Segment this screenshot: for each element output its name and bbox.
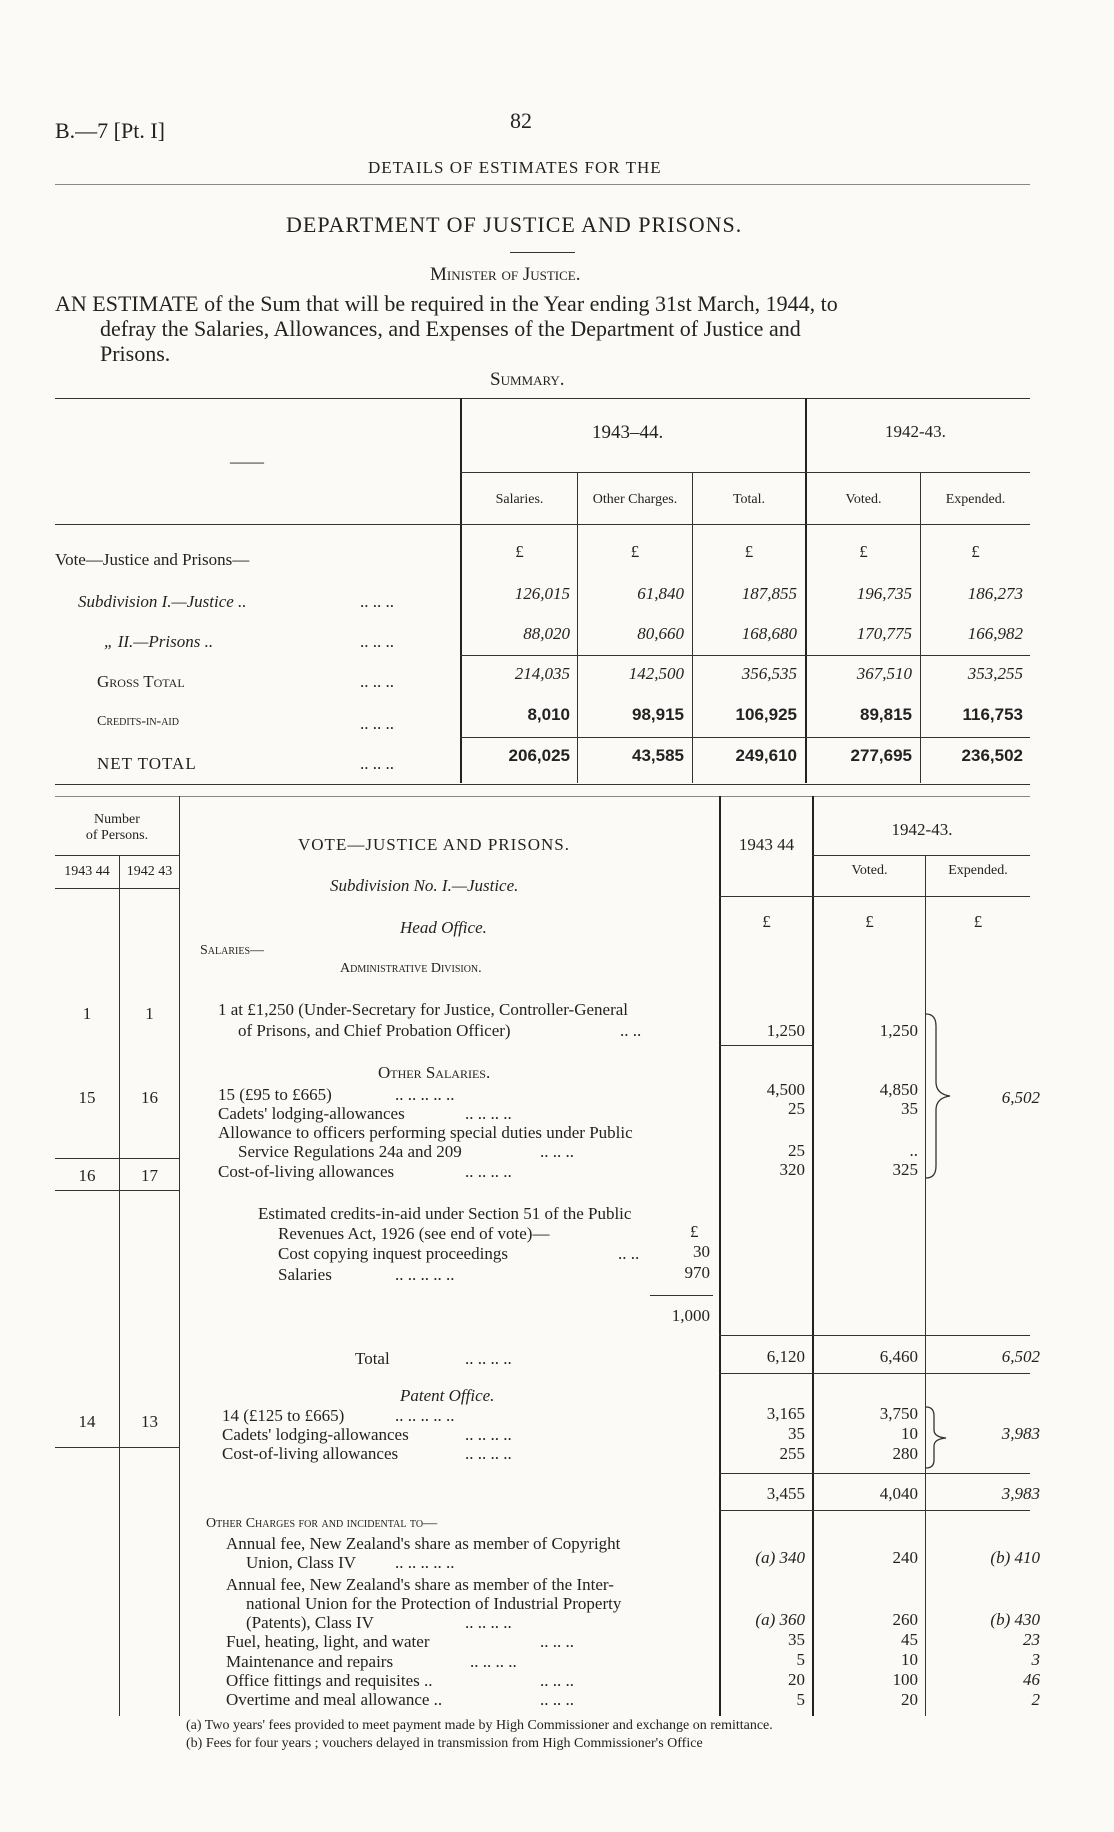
patent-expended: 3,983 <box>1001 1424 1040 1443</box>
patent-union-line-2: national Union for the Protection of Industrial Property <box>246 1594 622 1613</box>
persons-count: 16 <box>141 1088 158 1107</box>
credits-row-value: 30 <box>693 1242 710 1261</box>
leader: .. .. .. .. <box>465 1104 512 1123</box>
copyright-estimate: (a) 340 <box>755 1548 805 1567</box>
col-1942-rule <box>812 855 1030 856</box>
estimate-cell: 35 <box>788 1424 805 1443</box>
subtitle: DETAILS OF ESTIMATES FOR THE <box>368 158 662 177</box>
summary-row-net-label: NET TOTAL <box>97 754 197 773</box>
leader: .. .. .. .. <box>470 1652 517 1671</box>
persons-total: 17 <box>141 1166 158 1185</box>
summary-cell: 187,855 <box>741 584 797 603</box>
estimate-cell: 25 <box>788 1099 805 1118</box>
patent-union-estimate: (a) 360 <box>755 1610 805 1629</box>
leader: .. .. .. <box>540 1142 574 1161</box>
net-rule <box>460 737 1030 738</box>
pound-sign: £ <box>630 542 640 561</box>
summary-row-gross-label: Gross Total <box>97 672 185 691</box>
estimate-cell: 35 <box>788 1630 805 1649</box>
detail-top-rule <box>55 796 1030 797</box>
persons-year-sep <box>119 855 120 1716</box>
col-voted: Voted. <box>845 492 882 507</box>
credits-row-value: 970 <box>684 1263 710 1282</box>
summary-top-rule <box>55 398 1030 399</box>
summary-cell: 249,610 <box>735 746 797 765</box>
cell-rule <box>719 1045 812 1046</box>
voted-cell: 20 <box>901 1690 918 1709</box>
pound-sign: £ <box>973 912 983 931</box>
voted-cell: 3,750 <box>879 1404 918 1423</box>
estimate-cell: 5 <box>796 1650 805 1669</box>
page-title: DEPARTMENT OF JUSTICE AND PRISONS. <box>286 212 743 237</box>
persons-total: 16 <box>78 1166 96 1185</box>
leader: .. .. .. .. <box>465 1613 512 1632</box>
estimate-cell: 4,500 <box>766 1080 805 1099</box>
persons-total-rule <box>55 1190 179 1191</box>
other-salaries-row: Cadets' lodging-allowances <box>218 1104 405 1123</box>
summary-cell: 142,500 <box>628 664 684 683</box>
head-office-heading: Head Office. <box>400 918 487 937</box>
voted-cell: 10 <box>901 1650 918 1669</box>
patent-office-heading: Patent Office. <box>400 1386 495 1405</box>
summary-cell: 166,982 <box>967 624 1023 643</box>
summary-year-previous: 1942-43. <box>885 422 946 441</box>
title-rule <box>510 252 575 253</box>
leader: .. .. .. .. <box>465 1444 512 1463</box>
estimate-cell: 3,165 <box>766 1404 805 1423</box>
persons-head-rule <box>55 855 179 856</box>
expended-cell: 3 <box>1031 1650 1040 1669</box>
footnote-b: (b) Fees for four years ; vouchers delayed in transmission from High Commissioner's Office <box>186 1736 703 1751</box>
credits-pound: £ <box>690 1222 699 1241</box>
persons-count: 13 <box>141 1412 158 1431</box>
summary-cell: 277,695 <box>850 746 912 765</box>
summary-year-rule <box>460 472 1030 473</box>
summary-cell: 80,660 <box>637 624 684 643</box>
summary-cell: 236,502 <box>961 746 1023 765</box>
vote-title: VOTE—JUSTICE AND PRISONS. <box>298 835 570 854</box>
estimate-cell: 20 <box>788 1670 805 1689</box>
leader: .. .. .. .. .. <box>395 1553 455 1572</box>
under-secretary-line-1: 1 at £1,250 (Under-Secretary for Justice, Controller-General <box>218 1000 629 1019</box>
credits-total-rule <box>650 1295 713 1296</box>
leader: .. .. .. <box>540 1632 574 1651</box>
other-salaries-heading: Other Salaries. <box>378 1063 491 1082</box>
header-rule <box>55 184 1030 185</box>
leader: .. .. .. <box>360 714 394 733</box>
summary-cell: 186,273 <box>967 584 1023 603</box>
summary-cell: 170,775 <box>856 624 912 643</box>
leader: .. .. .. .. <box>465 1349 512 1368</box>
summary-year-current: 1943–44. <box>592 422 664 443</box>
pound-sign: £ <box>971 542 980 561</box>
detail-voted-sep <box>925 855 926 1716</box>
voted-cell: 10 <box>901 1424 918 1443</box>
col-1943: 1943 44 <box>738 835 795 854</box>
summary-cell: 116,753 <box>962 705 1023 724</box>
persons-year: 1943 44 <box>64 864 110 879</box>
summary-row-prisons-label: „ II.—Prisons .. <box>104 632 214 651</box>
voted-cell: 1,250 <box>879 1021 918 1040</box>
copyright-voted: 240 <box>892 1548 918 1567</box>
leader: .. .. .. .. .. <box>395 1406 455 1425</box>
summary-cell: 88,020 <box>523 624 570 643</box>
other-charge-row: Office fittings and requisites .. <box>226 1671 433 1690</box>
total-top-rule <box>719 1335 1030 1336</box>
intro-line-2: defray the Salaries, Allowances, and Expenses of the Department of Justice and <box>100 316 801 341</box>
total-voted: 6,460 <box>879 1347 918 1366</box>
summary-header-rule <box>55 524 1030 525</box>
voted-cell: 100 <box>892 1670 918 1689</box>
col-total: Total. <box>732 492 766 507</box>
intro-line-3: Prisons. <box>100 341 171 366</box>
copyright-line-2: Union, Class IV <box>246 1553 357 1572</box>
voted-cell: 325 <box>892 1160 918 1179</box>
leader: .. .. .. <box>360 754 394 773</box>
summary-cell: 367,510 <box>856 664 912 683</box>
summary-cell: 214,035 <box>514 664 570 683</box>
persons-patent-rule <box>55 1447 179 1448</box>
summary-cell: 356,535 <box>741 664 797 683</box>
leader: .. .. .. .. <box>465 1425 512 1444</box>
leader: .. .. .. <box>360 672 394 691</box>
other-salaries-row: Cost-of-living allowances <box>218 1162 395 1181</box>
col-expended: Expended. <box>948 863 1008 878</box>
copyright-line-1: Annual fee, New Zealand's share as member of Copyright <box>226 1534 621 1553</box>
persons-count: 14 <box>78 1412 96 1431</box>
detail-header-rule <box>719 896 1030 897</box>
summary-cell: 98,915 <box>632 705 684 724</box>
persons-divider <box>179 796 180 1716</box>
subdivision-title: Subdivision No. I.—Justice. <box>330 876 519 895</box>
admin-division-heading: Administrative Division. <box>340 961 482 976</box>
summary-cell: 61,840 <box>637 584 684 603</box>
salaries-heading: Salaries— <box>200 943 265 958</box>
persons-count: 1 <box>82 1004 92 1023</box>
other-salaries-row: Allowance to officers performing special duties under Public <box>218 1123 633 1142</box>
credits-total: 1,000 <box>671 1306 710 1325</box>
document-ref: B.—7 [Pt. I] <box>55 118 165 143</box>
pound-sign: £ <box>859 542 868 561</box>
summary-vote-label: Vote—Justice and Prisons— <box>55 550 250 569</box>
total-bottom-rule <box>719 1373 1030 1374</box>
footnote-a: (a) Two years' fees provided to meet payment made by High Commissioner and exchange on remittance. <box>186 1718 773 1733</box>
col-salaries: Salaries. <box>495 492 544 507</box>
persons-total-rule <box>55 1158 179 1159</box>
leader: .. .. .. <box>360 632 394 651</box>
page-number: 82 <box>510 108 532 133</box>
patent-union-expended: (b) 430 <box>990 1610 1040 1629</box>
patent-union-line-1: Annual fee, New Zealand's share as member of the Inter- <box>226 1575 614 1594</box>
pound-sign: £ <box>744 542 754 561</box>
leader: .. .. .. .. .. <box>395 1085 455 1104</box>
leader: .. .. <box>620 1021 642 1040</box>
salaries-expended-total: 6,502 <box>1001 1088 1040 1107</box>
summary-cell: 168,680 <box>741 624 797 643</box>
credits-row-label: Cost copying inquest proceedings <box>278 1244 508 1263</box>
intro-line-1: AN ESTIMATE of the Sum that will be required in the Year ending 31st March, 1944, to <box>55 291 838 316</box>
persons-year-rule <box>55 888 179 889</box>
estimate-cell: 1,250 <box>766 1021 805 1040</box>
patent-total-voted: 4,040 <box>879 1484 918 1503</box>
col-voted: Voted. <box>851 863 888 878</box>
detail-divider-1943 <box>719 796 721 1716</box>
voted-cell: .. <box>909 1141 918 1160</box>
patent-union-voted: 260 <box>892 1610 918 1629</box>
summary-heading: Summary. <box>490 369 565 390</box>
summary-cell: 8,010 <box>527 705 570 724</box>
summary-row-credits-label: Credits-in-aid <box>97 714 179 729</box>
pound-sign: £ <box>865 912 874 931</box>
summary-cell: 206,025 <box>508 746 570 765</box>
estimate-cell: 5 <box>796 1690 805 1709</box>
leader: .. .. .. <box>540 1671 574 1690</box>
summary-cell: 43,585 <box>632 746 684 765</box>
detail-divider-1942 <box>812 796 814 1716</box>
persons-count: 15 <box>78 1088 96 1107</box>
estimate-cell: 320 <box>779 1160 805 1179</box>
patent-total-rule <box>719 1473 1030 1474</box>
patent-union-line-3: (Patents), Class IV <box>246 1613 374 1632</box>
pound-sign: £ <box>515 542 524 561</box>
voted-cell: 35 <box>901 1099 918 1118</box>
summary-row-justice-label: Subdivision I.—Justice .. <box>78 592 247 611</box>
col-other-charges: Other Charges. <box>592 492 678 507</box>
pound-sign: £ <box>762 912 771 931</box>
persons-head: Number <box>94 812 140 827</box>
col-expended: Expended. <box>945 492 1006 507</box>
leader: .. .. <box>618 1244 640 1263</box>
under-secretary-line-2: of Prisons, and Chief Probation Officer) <box>238 1021 511 1040</box>
col-1942: 1942-43. <box>891 820 953 839</box>
estimate-cell: 25 <box>788 1141 805 1160</box>
patent-total-estimate: 3,455 <box>766 1484 805 1503</box>
summary-cell: 353,255 <box>967 664 1023 683</box>
expended-cell: 23 <box>1023 1630 1040 1649</box>
credits-line-2: Revenues Act, 1926 (see end of vote)— <box>278 1224 550 1243</box>
voted-cell: 45 <box>901 1630 918 1649</box>
patent-row: 14 (£125 to £665) <box>222 1406 345 1425</box>
voted-cell: 4,850 <box>879 1080 918 1099</box>
voted-cell: 280 <box>892 1444 918 1463</box>
persons-head: of Persons. <box>85 828 149 843</box>
total-label: Total <box>355 1349 390 1368</box>
patent-row: Cadets' lodging-allowances <box>222 1425 409 1444</box>
other-salaries-row: Service Regulations 24a and 209 <box>238 1142 462 1161</box>
leader: .. .. .. .. <box>465 1162 512 1181</box>
copyright-expended: (b) 410 <box>990 1548 1040 1567</box>
other-charge-row: Fuel, heating, light, and water <box>226 1632 430 1651</box>
patent-total-expended: 3,983 <box>1001 1484 1040 1503</box>
minister-heading: Minister of Justice. <box>430 264 581 285</box>
summary-cell: 196,735 <box>856 584 912 603</box>
leader: .. .. .. <box>360 592 394 611</box>
gross-rule <box>460 655 1030 656</box>
summary-cell: 126,015 <box>514 584 570 603</box>
total-estimate: 6,120 <box>766 1347 805 1366</box>
summary-cell: 89,815 <box>860 705 912 724</box>
other-charge-row: Maintenance and repairs <box>226 1652 394 1671</box>
patent-row: Cost-of-living allowances <box>222 1444 399 1463</box>
credits-row-label: Salaries <box>278 1265 332 1284</box>
leader: .. .. .. .. .. <box>395 1265 455 1284</box>
other-charges-heading: Other Charges for and incidental to— <box>206 1516 438 1531</box>
expended-cell: 2 <box>1031 1690 1040 1709</box>
persons-count: 1 <box>145 1004 154 1023</box>
leader: .. .. .. <box>540 1690 574 1709</box>
summary-blank-head: —— <box>230 452 264 471</box>
persons-year: 1942 43 <box>126 864 173 879</box>
patent-total-bottom-rule <box>719 1510 1030 1511</box>
summary-cell: 106,925 <box>735 705 797 724</box>
estimate-cell: 255 <box>779 1444 805 1463</box>
credits-line-1: Estimated credits-in-aid under Section 51 of the Public <box>258 1204 632 1223</box>
total-expended: 6,502 <box>1001 1347 1040 1366</box>
other-charge-row: Overtime and meal allowance .. <box>226 1690 443 1709</box>
expended-cell: 46 <box>1023 1670 1040 1689</box>
other-salaries-row: 15 (£95 to £665) <box>218 1085 332 1104</box>
summary-bottom-rule <box>55 784 1030 785</box>
